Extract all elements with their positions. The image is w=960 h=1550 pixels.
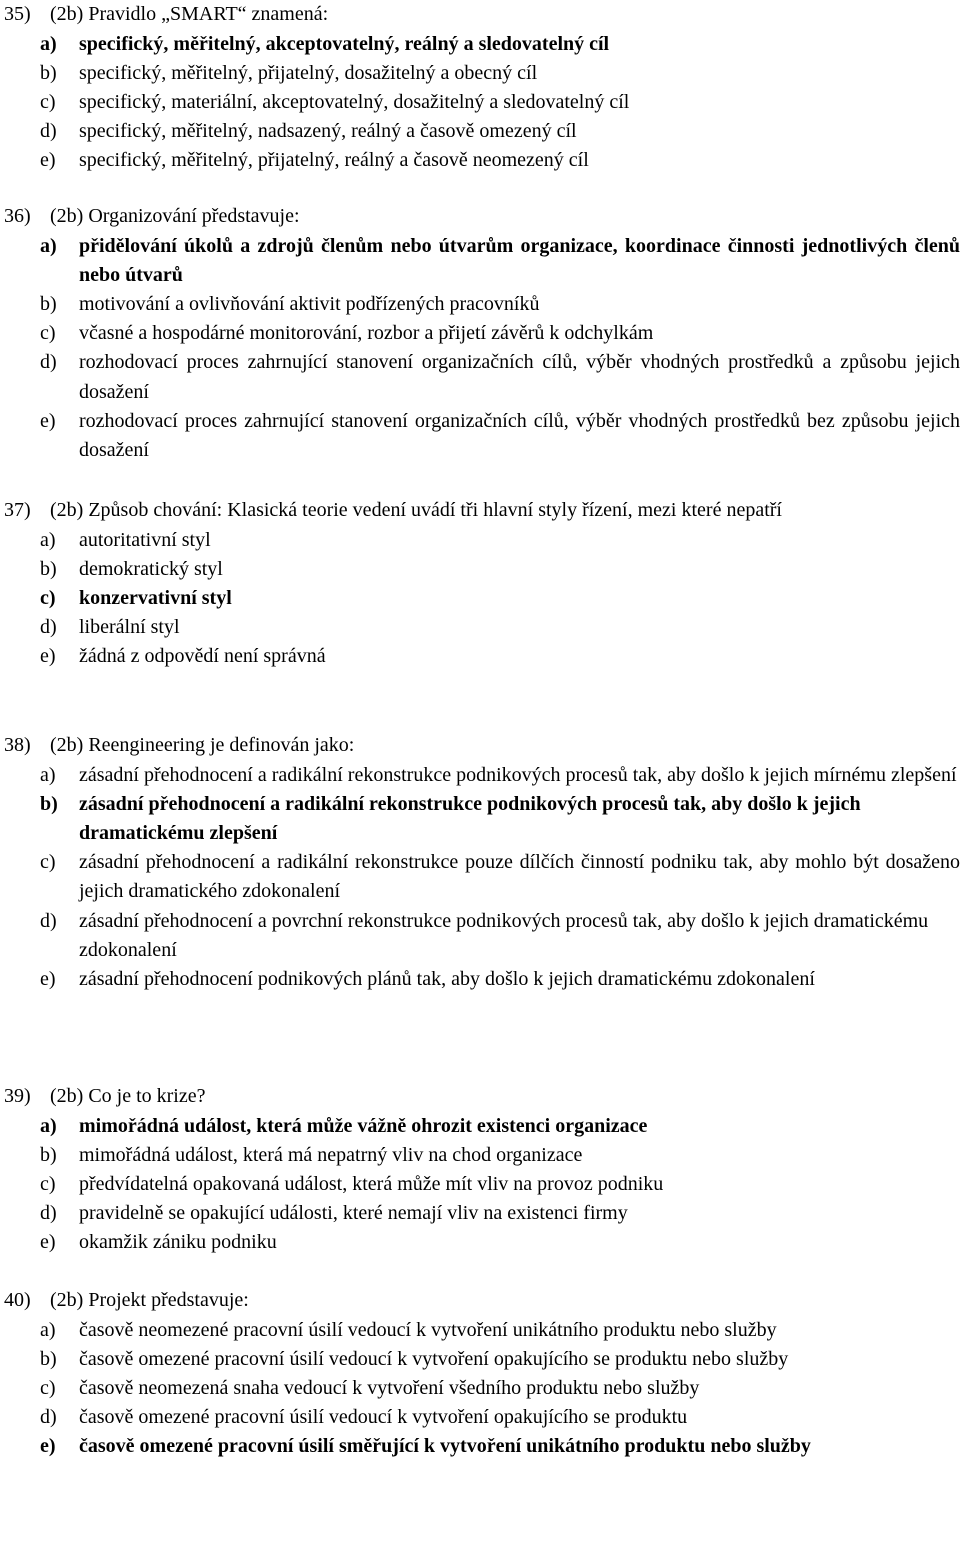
option-text: přidělování úkolů a zdrojů členům nebo útvarům organizace, koordinace činnosti jednotlivých členů nebo útvarů <box>79 234 960 286</box>
option-text: časově omezené pracovní úsilí vedoucí k vytvoření opakujícího se produktu <box>79 1406 688 1429</box>
option-text: zásadní přehodnocení a radikální rekonstrukce podnikových procesů tak, aby došlo k jejich dramatickému zlepšení <box>79 792 861 844</box>
option-text: rozhodovací proces zahrnující stanovení organizačních cílů, výběr vhodných prostředků a způsobu jejich dosažení <box>79 351 960 403</box>
question-number: 37) <box>4 499 31 521</box>
question-title <box>0 202 960 232</box>
question-text: (2b) Pravidlo „SMART“ znamená: <box>50 3 329 25</box>
option-text: předvídatelná opakovaná událost, která může mít vliv na provoz podniku <box>79 1172 664 1195</box>
option-text: zásadní přehodnocení a radikální rekonstrukce podnikových procesů tak, aby došlo k jejich mírnému zlepšení <box>79 763 957 786</box>
answer-option-a[interactable] <box>0 30 960 59</box>
answer-option-a[interactable] <box>0 1316 960 1345</box>
option-text: časově neomezená snaha vedoucí k vytvoření všedního produktu nebo služby <box>79 1376 700 1399</box>
option-text: mimořádná událost, která má nepatrný vliv na chod organizace <box>79 1143 583 1166</box>
answer-option-b[interactable] <box>0 1141 960 1170</box>
option-text: motivování a ovlivňování aktivit podřízených pracovníků <box>79 292 540 315</box>
option-text: konzervativní styl <box>79 586 232 609</box>
answer-options <box>0 30 960 176</box>
answer-option-e[interactable] <box>0 146 960 175</box>
option-letter: c) <box>40 851 56 874</box>
answer-option-b[interactable] <box>0 555 960 584</box>
option-text: rozhodovací proces zahrnující stanovení organizačních cílů, výběr vhodných prostředků bez způsobu jejich dosažení <box>79 409 960 461</box>
question-text: (2b) Projekt představuje: <box>50 1289 249 1311</box>
option-letter: e) <box>40 149 56 172</box>
question-title <box>0 1286 960 1316</box>
answer-options <box>0 526 960 672</box>
option-letter: c) <box>40 90 56 113</box>
option-text: zásadní přehodnocení a radikální rekonstrukce pouze dílčích činností podniku tak, aby mohlo být dosaženo jejich dramatického zdokonalení <box>79 851 960 903</box>
question-36 <box>0 202 960 465</box>
question-number: 35) <box>4 3 31 25</box>
answer-option-c[interactable] <box>0 848 960 906</box>
option-letter: d) <box>40 120 57 143</box>
option-letter: a) <box>40 1318 56 1341</box>
option-text: časově omezené pracovní úsilí směřující k vytvoření unikátního produktu nebo služby <box>79 1435 811 1458</box>
option-letter: c) <box>40 586 56 609</box>
question-number: 36) <box>4 205 31 227</box>
option-letter: c) <box>40 1172 56 1195</box>
question-35 <box>0 0 960 176</box>
question-title <box>0 496 960 526</box>
option-letter: e) <box>40 967 56 990</box>
option-text: časově omezené pracovní úsilí vedoucí k vytvoření opakujícího se produktu nebo služby <box>79 1347 789 1370</box>
answer-option-b[interactable] <box>0 59 960 88</box>
option-letter: a) <box>40 32 57 55</box>
option-letter: e) <box>40 409 56 432</box>
answer-option-d[interactable] <box>0 348 960 406</box>
question-39 <box>0 1082 960 1258</box>
answer-option-b[interactable] <box>0 790 960 848</box>
option-letter: a) <box>40 528 56 551</box>
answer-option-c[interactable] <box>0 584 960 613</box>
option-letter: b) <box>40 61 57 84</box>
question-text: (2b) Organizování představuje: <box>50 205 300 227</box>
answer-option-d[interactable] <box>0 117 960 146</box>
option-letter: e) <box>40 1435 56 1458</box>
option-text: autoritativní styl <box>79 528 211 551</box>
answer-option-c[interactable] <box>0 1374 960 1403</box>
answer-option-d[interactable] <box>0 613 960 642</box>
option-text: specifický, materiální, akceptovatelný, dosažitelný a sledovatelný cíl <box>79 90 630 113</box>
answer-option-d[interactable] <box>0 1199 960 1228</box>
answer-option-a[interactable] <box>0 232 960 290</box>
option-letter: d) <box>40 1406 57 1429</box>
option-letter: b) <box>40 1347 57 1370</box>
option-letter: c) <box>40 1376 56 1399</box>
question-title <box>0 0 960 30</box>
option-text: specifický, měřitelný, akceptovatelný, reálný a sledovatelný cíl <box>79 32 610 55</box>
answer-option-a[interactable] <box>0 526 960 555</box>
option-text: mimořádná událost, která může vážně ohrozit existenci organizace <box>79 1114 648 1137</box>
question-40 <box>0 1286 960 1462</box>
option-letter: b) <box>40 792 58 815</box>
answer-options <box>0 232 960 466</box>
option-letter: c) <box>40 322 56 345</box>
option-text: žádná z odpovědí není správná <box>79 645 326 668</box>
option-letter: d) <box>40 351 57 374</box>
answer-option-e[interactable] <box>0 965 960 994</box>
question-number: 40) <box>4 1289 31 1311</box>
answer-option-a[interactable] <box>0 761 960 790</box>
option-letter: d) <box>40 909 57 932</box>
option-text: demokratický styl <box>79 557 223 580</box>
option-text: specifický, měřitelný, nadsazený, reálný a časově omezený cíl <box>79 120 577 143</box>
option-letter: d) <box>40 1202 57 1225</box>
option-letter: a) <box>40 234 57 257</box>
answer-options <box>0 761 960 995</box>
option-text: zásadní přehodnocení podnikových plánů tak, aby došlo k jejich dramatickému zdokonalení <box>79 967 815 990</box>
answer-option-e[interactable] <box>0 642 960 671</box>
question-number: 39) <box>4 1085 31 1107</box>
option-letter: b) <box>40 1143 57 1166</box>
question-text: (2b) Co je to krize? <box>50 1085 206 1107</box>
option-letter: e) <box>40 645 56 668</box>
question-37 <box>0 496 960 672</box>
option-text: pravidelně se opakující události, které nemají vliv na existenci firmy <box>79 1202 628 1225</box>
option-letter: a) <box>40 763 56 786</box>
option-text: zásadní přehodnocení a povrchní rekonstrukce podnikových procesů tak, aby došlo k jejich dramatickému zdokonalení <box>79 909 929 961</box>
option-letter: e) <box>40 1231 56 1254</box>
option-text: liberální styl <box>79 616 180 639</box>
option-text: včasné a hospodárné monitorování, rozbor a přijetí závěrů k odchylkám <box>79 322 654 345</box>
question-text: (2b) Reengineering je definován jako: <box>50 734 355 756</box>
option-text: specifický, měřitelný, přijatelný, reálný a časově neomezený cíl <box>79 149 589 172</box>
answer-option-e[interactable] <box>0 1228 960 1257</box>
option-text: okamžik zániku podniku <box>79 1231 277 1254</box>
answer-option-a[interactable] <box>0 1112 960 1141</box>
answer-option-c[interactable] <box>0 1170 960 1199</box>
question-number: 38) <box>4 734 31 756</box>
question-38 <box>0 731 960 994</box>
answer-option-c[interactable] <box>0 88 960 117</box>
answer-option-c[interactable] <box>0 319 960 348</box>
option-text: časově neomezené pracovní úsilí vedoucí k vytvoření unikátního produktu nebo služby <box>79 1318 777 1341</box>
option-letter: b) <box>40 292 57 315</box>
answer-option-e[interactable] <box>0 1432 960 1461</box>
answer-options <box>0 1316 960 1462</box>
option-letter: a) <box>40 1114 57 1137</box>
question-title <box>0 1082 960 1112</box>
answer-option-b[interactable] <box>0 1345 960 1374</box>
answer-option-d[interactable] <box>0 907 960 965</box>
option-letter: d) <box>40 616 57 639</box>
answer-option-d[interactable] <box>0 1403 960 1432</box>
question-title <box>0 731 960 761</box>
answer-options <box>0 1112 960 1258</box>
question-text: (2b) Způsob chování: Klasická teorie vedení uvádí tři hlavní styly řízení, mezi které nepatří <box>50 499 782 521</box>
option-text: specifický, měřitelný, přijatelný, dosažitelný a obecný cíl <box>79 61 538 84</box>
answer-option-e[interactable] <box>0 407 960 465</box>
option-letter: b) <box>40 557 57 580</box>
answer-option-b[interactable] <box>0 290 960 319</box>
